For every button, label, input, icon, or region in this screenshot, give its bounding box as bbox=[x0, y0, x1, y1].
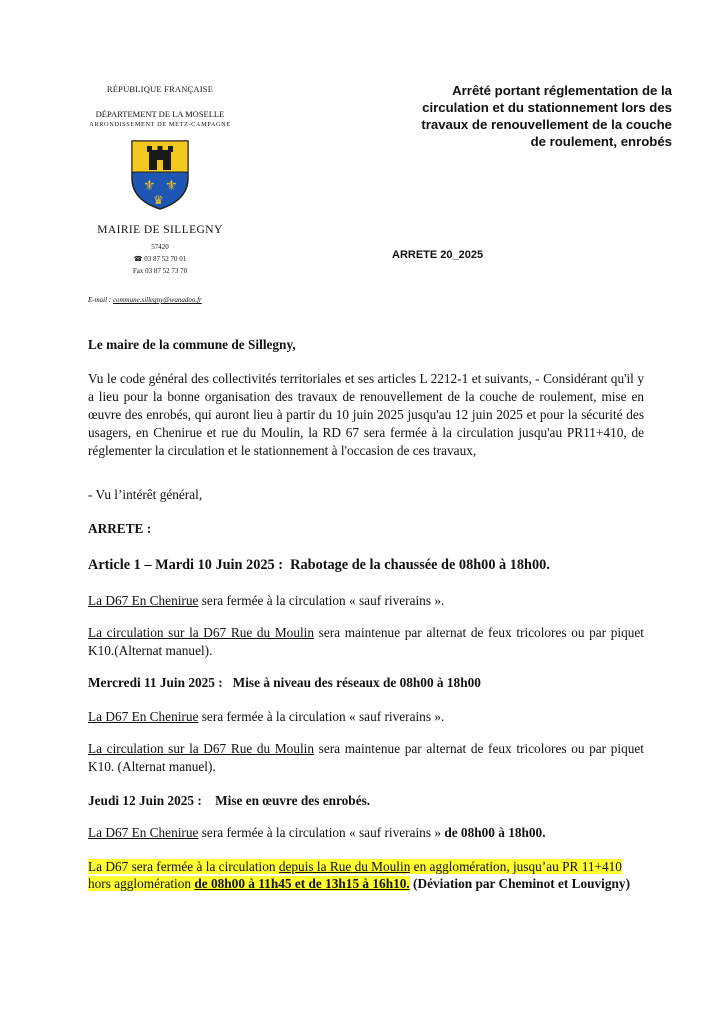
email-line bbox=[88, 296, 202, 304]
intro-line: Le maire de la commune de Sillegny, bbox=[88, 337, 296, 352]
republic-label: RÉPUBLIQUE FRANÇAISE bbox=[106, 84, 214, 94]
day2-moulin-line bbox=[88, 740, 644, 776]
deviation-note: (Déviation par Cheminot et Louvigny) bbox=[409, 876, 630, 891]
phone-number: ☎ 03 87 52 70 01 bbox=[133, 255, 187, 263]
title-line: de roulement, enrobés bbox=[530, 134, 672, 149]
municipality-header bbox=[70, 84, 250, 277]
road-d67-moulin: La circulation sur la D67 Rue du Moulin bbox=[88, 741, 315, 756]
alternat-text: sera maintenue par alternat de feux tricolores ou par piquet K10. (Alternat manuel). bbox=[88, 741, 644, 774]
highlighted-text: La D67 sera fermée à la circulation bbox=[88, 859, 279, 874]
title-line: travaux de renouvellement de la couche bbox=[421, 117, 672, 132]
day2-label: Mercredi 11 Juin 2025 : bbox=[88, 675, 223, 690]
closure-hours: de 08h00 à 18h00. bbox=[444, 825, 546, 840]
day3-label: Jeudi 12 Juin 2025 : bbox=[88, 793, 202, 808]
arrondissement-label: ARRONDISSEMENT DE METZ-CAMPAGNE bbox=[89, 121, 231, 128]
considerant-paragraph: Vu le code général des collectivités territoriales et ses articles L 2212-1 et suivants, - Considérant qu'il y a lieu pour la bonne organisation des travaux de renouvellement de la couche de roulement, mise en œuvre des enrobés, qui auront lieu à partir du 10 juin 2025 jusqu'au 12 juin 2025 et pour la sécurité des usagers, en Chenirue et rue du Moulin, la RD 67 sera fermée à la circulation jusqu'au PR11+410, de réglementer la circulation et le stationnement à l'occasion de ces travaux, bbox=[88, 371, 644, 458]
fax-number: Fax 03 87 52 73 70 bbox=[132, 267, 188, 275]
svg-text:⚜: ⚜ bbox=[165, 178, 178, 194]
day1-chenirue-line bbox=[88, 592, 644, 610]
highlighted-hours: de 08h00 à 11h45 et de 13h15 à 16h10. bbox=[194, 876, 410, 891]
alternat-text: sera maintenue par alternat de feux tricolores ou par piquet K10.(Alternat manuel). bbox=[88, 625, 644, 658]
day2-chenirue-line bbox=[88, 708, 644, 726]
road-d67-chenirue: La D67 En Chenirue bbox=[88, 825, 199, 840]
closure-text: sera fermée à la circulation « sauf riverains ». bbox=[198, 593, 445, 608]
day3-heading bbox=[88, 792, 644, 810]
department-label: DÉPARTEMENT DE LA MOSELLE bbox=[95, 109, 225, 119]
email-link[interactable]: commune.sillegny@wanadoo.fr bbox=[112, 296, 202, 304]
arrete-number: ARRETE 20_2025 bbox=[392, 249, 484, 261]
day2-heading bbox=[88, 674, 644, 692]
email-label: E-mail : bbox=[88, 296, 113, 304]
day2-description: Mise à niveau des réseaux de 08h00 à 18h00 bbox=[232, 675, 481, 690]
day3-chenirue-line bbox=[88, 824, 644, 842]
svg-text:♛: ♛ bbox=[153, 193, 164, 207]
postcode: 57420 bbox=[151, 243, 169, 251]
day3-description: Mise en œuvre des enrobés. bbox=[215, 793, 371, 808]
coat-of-arms-icon bbox=[129, 138, 191, 212]
vu-interet: - Vu l’intérêt général, bbox=[88, 487, 203, 502]
closure-text: sera fermée à la circulation « sauf riverains » bbox=[198, 825, 445, 840]
closure-text: sera fermée à la circulation « sauf riverains ». bbox=[198, 709, 445, 724]
title-line: circulation et du stationnement lors des bbox=[422, 100, 672, 115]
highlighted-text: en agglomération, jusqu’au PR 11+410 hors agglomération bbox=[88, 859, 622, 891]
svg-text:⚜: ⚜ bbox=[143, 178, 156, 194]
document-title bbox=[342, 82, 672, 150]
day1-moulin-line bbox=[88, 624, 644, 660]
highlighted-underlined-text: depuis la Rue du Moulin bbox=[278, 859, 411, 874]
town-hall-name: MAIRIE DE SILLEGNY bbox=[97, 224, 223, 236]
road-d67-chenirue: La D67 En Chenirue bbox=[88, 593, 199, 608]
article-1-label: Article 1 – Mardi 10 Juin 2025 : bbox=[88, 557, 283, 573]
article-1-heading bbox=[88, 556, 688, 574]
title-line: Arrêté portant réglementation de la bbox=[452, 83, 672, 98]
highlighted-closure-paragraph bbox=[88, 858, 644, 892]
arrete-label: ARRETE : bbox=[88, 521, 152, 536]
road-d67-moulin: La circulation sur la D67 Rue du Moulin bbox=[88, 625, 315, 640]
road-d67-chenirue: La D67 En Chenirue bbox=[88, 709, 199, 724]
article-1-description: Rabotage de la chaussée de 08h00 à 18h00. bbox=[290, 557, 550, 573]
